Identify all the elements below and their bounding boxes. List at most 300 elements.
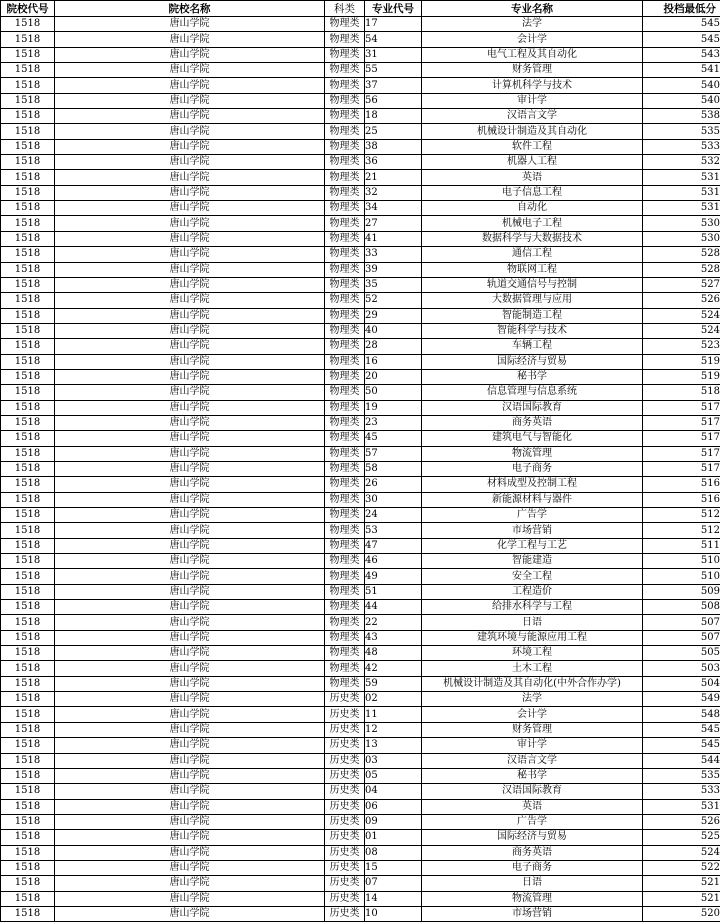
category-cell: 物理类 xyxy=(325,446,365,461)
major-name-cell: 秘书学 xyxy=(422,768,643,783)
category-cell: 物理类 xyxy=(325,523,365,538)
min-score-cell: 503 xyxy=(643,661,720,676)
school-code-cell: 1518 xyxy=(1,17,55,32)
category-cell: 物理类 xyxy=(325,630,365,645)
table-row xyxy=(1,753,720,768)
major-code-cell: 21 xyxy=(365,170,422,185)
major-name-cell: 电气工程及其自动化 xyxy=(422,47,643,62)
major-code-cell: 45 xyxy=(365,431,422,446)
major-code-cell: 49 xyxy=(365,569,422,584)
min-score-cell: 535 xyxy=(643,768,720,783)
school-code-cell: 1518 xyxy=(1,354,55,369)
table-row xyxy=(1,569,720,584)
major-code-cell: 18 xyxy=(365,109,422,124)
major-name-cell: 通信工程 xyxy=(422,247,643,262)
min-score-cell: 517 xyxy=(643,446,720,461)
table-row xyxy=(1,293,720,308)
min-score-cell: 517 xyxy=(643,461,720,476)
school-name-cell: 唐山学院 xyxy=(55,308,325,323)
major-name-cell: 安全工程 xyxy=(422,569,643,584)
major-code-cell: 51 xyxy=(365,584,422,599)
table-row xyxy=(1,830,720,845)
min-score-cell: 517 xyxy=(643,415,720,430)
min-score-cell: 531 xyxy=(643,799,720,814)
school-code-cell: 1518 xyxy=(1,799,55,814)
min-score-cell: 530 xyxy=(643,231,720,246)
table-row xyxy=(1,508,720,523)
school-name-cell: 唐山学院 xyxy=(55,768,325,783)
major-code-cell: 57 xyxy=(365,446,422,461)
school-name-cell: 唐山学院 xyxy=(55,17,325,32)
min-score-cell: 544 xyxy=(643,753,720,768)
major-name-cell: 电子商务 xyxy=(422,860,643,875)
school-code-cell: 1518 xyxy=(1,615,55,630)
major-name-cell: 材料成型及控制工程 xyxy=(422,477,643,492)
table-row xyxy=(1,323,720,338)
school-name-cell: 唐山学院 xyxy=(55,707,325,722)
min-score-cell: 517 xyxy=(643,400,720,415)
table-row xyxy=(1,17,720,32)
category-cell: 物理类 xyxy=(325,93,365,108)
major-name-cell: 化学工程与工艺 xyxy=(422,538,643,553)
school-code-cell: 1518 xyxy=(1,385,55,400)
category-cell: 物理类 xyxy=(325,17,365,32)
major-code-cell: 19 xyxy=(365,400,422,415)
table-row xyxy=(1,676,720,691)
school-name-cell: 唐山学院 xyxy=(55,600,325,615)
school-code-cell: 1518 xyxy=(1,738,55,753)
school-name-cell: 唐山学院 xyxy=(55,477,325,492)
school-code-cell: 1518 xyxy=(1,431,55,446)
school-code-cell: 1518 xyxy=(1,93,55,108)
school-name-cell: 唐山学院 xyxy=(55,814,325,829)
table-row xyxy=(1,768,720,783)
major-code-cell: 50 xyxy=(365,385,422,400)
school-code-cell: 1518 xyxy=(1,646,55,661)
school-code-cell: 1518 xyxy=(1,876,55,891)
category-cell: 物理类 xyxy=(325,47,365,62)
major-code-cell: 36 xyxy=(365,155,422,170)
min-score-cell: 521 xyxy=(643,876,720,891)
major-name-cell: 法学 xyxy=(422,692,643,707)
table-row xyxy=(1,262,720,277)
category-cell: 历史类 xyxy=(325,692,365,707)
major-name-cell: 物流管理 xyxy=(422,446,643,461)
min-score-cell: 510 xyxy=(643,569,720,584)
major-name-cell: 财务管理 xyxy=(422,722,643,737)
category-cell: 物理类 xyxy=(325,676,365,691)
school-code-cell: 1518 xyxy=(1,891,55,906)
major-code-cell: 35 xyxy=(365,277,422,292)
category-cell: 历史类 xyxy=(325,753,365,768)
school-name-cell: 唐山学院 xyxy=(55,860,325,875)
category-cell: 物理类 xyxy=(325,262,365,277)
school-name-cell: 唐山学院 xyxy=(55,78,325,93)
school-code-cell: 1518 xyxy=(1,32,55,47)
major-code-cell: 04 xyxy=(365,784,422,799)
school-code-cell: 1518 xyxy=(1,415,55,430)
min-score-cell: 508 xyxy=(643,600,720,615)
school-name-cell: 唐山学院 xyxy=(55,369,325,384)
min-score-cell: 528 xyxy=(643,262,720,277)
major-code-cell: 12 xyxy=(365,722,422,737)
category-cell: 物理类 xyxy=(325,78,365,93)
school-code-cell: 1518 xyxy=(1,185,55,200)
major-code-cell: 58 xyxy=(365,461,422,476)
header-min-score: 投档最低分 xyxy=(643,1,720,17)
min-score-cell: 526 xyxy=(643,814,720,829)
table-row xyxy=(1,339,720,354)
table-row xyxy=(1,431,720,446)
min-score-cell: 518 xyxy=(643,385,720,400)
school-name-cell: 唐山学院 xyxy=(55,569,325,584)
category-cell: 历史类 xyxy=(325,906,365,921)
school-name-cell: 唐山学院 xyxy=(55,508,325,523)
table-row xyxy=(1,630,720,645)
major-name-cell: 审计学 xyxy=(422,738,643,753)
major-name-cell: 商务英语 xyxy=(422,845,643,860)
min-score-cell: 517 xyxy=(643,431,720,446)
school-name-cell: 唐山学院 xyxy=(55,139,325,154)
major-code-cell: 48 xyxy=(365,646,422,661)
category-cell: 物理类 xyxy=(325,508,365,523)
table-row xyxy=(1,185,720,200)
major-code-cell: 29 xyxy=(365,308,422,323)
school-code-cell: 1518 xyxy=(1,784,55,799)
min-score-cell: 533 xyxy=(643,139,720,154)
major-code-cell: 15 xyxy=(365,860,422,875)
table-row xyxy=(1,738,720,753)
school-name-cell: 唐山学院 xyxy=(55,431,325,446)
category-cell: 物理类 xyxy=(325,277,365,292)
category-cell: 历史类 xyxy=(325,830,365,845)
min-score-cell: 523 xyxy=(643,339,720,354)
school-code-cell: 1518 xyxy=(1,139,55,154)
school-code-cell: 1518 xyxy=(1,600,55,615)
school-code-cell: 1518 xyxy=(1,477,55,492)
major-code-cell: 05 xyxy=(365,768,422,783)
min-score-cell: 545 xyxy=(643,32,720,47)
major-name-cell: 汉语言文学 xyxy=(422,109,643,124)
major-code-cell: 20 xyxy=(365,369,422,384)
min-score-cell: 531 xyxy=(643,170,720,185)
category-cell: 历史类 xyxy=(325,876,365,891)
min-score-cell: 528 xyxy=(643,247,720,262)
min-score-cell: 504 xyxy=(643,676,720,691)
min-score-cell: 505 xyxy=(643,646,720,661)
major-name-cell: 信息管理与信息系统 xyxy=(422,385,643,400)
major-name-cell: 广告学 xyxy=(422,814,643,829)
category-cell: 物理类 xyxy=(325,323,365,338)
school-code-cell: 1518 xyxy=(1,293,55,308)
major-name-cell: 机械电子工程 xyxy=(422,216,643,231)
table-row xyxy=(1,600,720,615)
school-code-cell: 1518 xyxy=(1,845,55,860)
major-code-cell: 01 xyxy=(365,830,422,845)
table-row xyxy=(1,845,720,860)
min-score-cell: 538 xyxy=(643,109,720,124)
table-row xyxy=(1,722,720,737)
major-code-cell: 22 xyxy=(365,615,422,630)
table-row xyxy=(1,692,720,707)
category-cell: 物理类 xyxy=(325,615,365,630)
school-name-cell: 唐山学院 xyxy=(55,339,325,354)
school-name-cell: 唐山学院 xyxy=(55,293,325,308)
school-name-cell: 唐山学院 xyxy=(55,231,325,246)
school-code-cell: 1518 xyxy=(1,906,55,921)
school-name-cell: 唐山学院 xyxy=(55,323,325,338)
major-code-cell: 38 xyxy=(365,139,422,154)
major-name-cell: 环境工程 xyxy=(422,646,643,661)
min-score-cell: 524 xyxy=(643,323,720,338)
category-cell: 物理类 xyxy=(325,32,365,47)
school-code-cell: 1518 xyxy=(1,768,55,783)
major-code-cell: 03 xyxy=(365,753,422,768)
table-row xyxy=(1,216,720,231)
school-code-cell: 1518 xyxy=(1,707,55,722)
major-code-cell: 56 xyxy=(365,93,422,108)
school-code-cell: 1518 xyxy=(1,308,55,323)
major-name-cell: 轨道交通信号与控制 xyxy=(422,277,643,292)
major-code-cell: 24 xyxy=(365,508,422,523)
major-name-cell: 会计学 xyxy=(422,707,643,722)
table-row xyxy=(1,47,720,62)
table-row xyxy=(1,400,720,415)
table-row xyxy=(1,155,720,170)
category-cell: 物理类 xyxy=(325,293,365,308)
category-cell: 物理类 xyxy=(325,231,365,246)
major-code-cell: 55 xyxy=(365,63,422,78)
table-body xyxy=(1,17,720,922)
school-code-cell: 1518 xyxy=(1,369,55,384)
major-code-cell: 52 xyxy=(365,293,422,308)
min-score-cell: 540 xyxy=(643,93,720,108)
major-name-cell: 汉语言文学 xyxy=(422,753,643,768)
category-cell: 物理类 xyxy=(325,584,365,599)
min-score-cell: 524 xyxy=(643,845,720,860)
school-name-cell: 唐山学院 xyxy=(55,523,325,538)
header-category: 科类 xyxy=(325,1,365,17)
school-code-cell: 1518 xyxy=(1,461,55,476)
min-score-cell: 519 xyxy=(643,354,720,369)
min-score-cell: 509 xyxy=(643,584,720,599)
table-row xyxy=(1,799,720,814)
table-row xyxy=(1,385,720,400)
major-code-cell: 16 xyxy=(365,354,422,369)
table-row xyxy=(1,661,720,676)
category-cell: 物理类 xyxy=(325,492,365,507)
min-score-cell: 549 xyxy=(643,692,720,707)
major-code-cell: 37 xyxy=(365,78,422,93)
major-code-cell: 14 xyxy=(365,891,422,906)
school-code-cell: 1518 xyxy=(1,109,55,124)
major-code-cell: 08 xyxy=(365,845,422,860)
min-score-cell: 507 xyxy=(643,630,720,645)
school-name-cell: 唐山学院 xyxy=(55,262,325,277)
school-name-cell: 唐山学院 xyxy=(55,170,325,185)
major-code-cell: 42 xyxy=(365,661,422,676)
major-name-cell: 土木工程 xyxy=(422,661,643,676)
school-code-cell: 1518 xyxy=(1,63,55,78)
table-row xyxy=(1,646,720,661)
major-code-cell: 07 xyxy=(365,876,422,891)
major-name-cell: 自动化 xyxy=(422,201,643,216)
category-cell: 历史类 xyxy=(325,891,365,906)
table-row xyxy=(1,415,720,430)
major-code-cell: 34 xyxy=(365,201,422,216)
school-name-cell: 唐山学院 xyxy=(55,722,325,737)
school-name-cell: 唐山学院 xyxy=(55,753,325,768)
major-name-cell: 商务英语 xyxy=(422,415,643,430)
school-name-cell: 唐山学院 xyxy=(55,354,325,369)
min-score-cell: 548 xyxy=(643,707,720,722)
school-code-cell: 1518 xyxy=(1,523,55,538)
school-code-cell: 1518 xyxy=(1,692,55,707)
category-cell: 历史类 xyxy=(325,845,365,860)
category-cell: 历史类 xyxy=(325,707,365,722)
min-score-cell: 507 xyxy=(643,615,720,630)
major-code-cell: 23 xyxy=(365,415,422,430)
school-code-cell: 1518 xyxy=(1,753,55,768)
major-name-cell: 数据科学与大数据技术 xyxy=(422,231,643,246)
school-code-cell: 1518 xyxy=(1,400,55,415)
school-name-cell: 唐山学院 xyxy=(55,615,325,630)
min-score-cell: 512 xyxy=(643,508,720,523)
major-code-cell: 31 xyxy=(365,47,422,62)
table-row xyxy=(1,369,720,384)
school-code-cell: 1518 xyxy=(1,630,55,645)
min-score-cell: 522 xyxy=(643,860,720,875)
major-code-cell: 27 xyxy=(365,216,422,231)
major-code-cell: 11 xyxy=(365,707,422,722)
category-cell: 物理类 xyxy=(325,201,365,216)
min-score-cell: 526 xyxy=(643,293,720,308)
table-row xyxy=(1,308,720,323)
table-row xyxy=(1,461,720,476)
school-name-cell: 唐山学院 xyxy=(55,93,325,108)
min-score-cell: 516 xyxy=(643,492,720,507)
major-name-cell: 智能科学与技术 xyxy=(422,323,643,338)
major-code-cell: 06 xyxy=(365,799,422,814)
category-cell: 历史类 xyxy=(325,768,365,783)
table-row xyxy=(1,124,720,139)
min-score-cell: 545 xyxy=(643,738,720,753)
school-name-cell: 唐山学院 xyxy=(55,155,325,170)
school-name-cell: 唐山学院 xyxy=(55,891,325,906)
major-name-cell: 建筑环境与能源应用工程 xyxy=(422,630,643,645)
min-score-cell: 540 xyxy=(643,78,720,93)
header-major-code: 专业代号 xyxy=(365,1,422,17)
category-cell: 物理类 xyxy=(325,109,365,124)
school-name-cell: 唐山学院 xyxy=(55,461,325,476)
major-name-cell: 智能制造工程 xyxy=(422,308,643,323)
min-score-cell: 525 xyxy=(643,830,720,845)
category-cell: 物理类 xyxy=(325,431,365,446)
category-cell: 物理类 xyxy=(325,155,365,170)
school-name-cell: 唐山学院 xyxy=(55,738,325,753)
school-code-cell: 1518 xyxy=(1,538,55,553)
school-name-cell: 唐山学院 xyxy=(55,676,325,691)
major-name-cell: 汉语国际教育 xyxy=(422,400,643,415)
major-code-cell: 44 xyxy=(365,600,422,615)
major-code-cell: 46 xyxy=(365,554,422,569)
school-code-cell: 1518 xyxy=(1,323,55,338)
category-cell: 物理类 xyxy=(325,646,365,661)
header-row xyxy=(1,1,720,17)
school-name-cell: 唐山学院 xyxy=(55,876,325,891)
table-row xyxy=(1,446,720,461)
major-name-cell: 机械设计制造及其自动化 xyxy=(422,124,643,139)
school-name-cell: 唐山学院 xyxy=(55,799,325,814)
major-code-cell: 41 xyxy=(365,231,422,246)
table-row xyxy=(1,139,720,154)
school-name-cell: 唐山学院 xyxy=(55,216,325,231)
major-code-cell: 54 xyxy=(365,32,422,47)
min-score-cell: 535 xyxy=(643,124,720,139)
school-code-cell: 1518 xyxy=(1,262,55,277)
table-row xyxy=(1,707,720,722)
school-name-cell: 唐山学院 xyxy=(55,661,325,676)
school-code-cell: 1518 xyxy=(1,216,55,231)
min-score-cell: 545 xyxy=(643,722,720,737)
school-code-cell: 1518 xyxy=(1,247,55,262)
table-row xyxy=(1,32,720,47)
school-name-cell: 唐山学院 xyxy=(55,845,325,860)
school-name-cell: 唐山学院 xyxy=(55,63,325,78)
category-cell: 物理类 xyxy=(325,600,365,615)
major-name-cell: 市场营销 xyxy=(422,523,643,538)
major-code-cell: 02 xyxy=(365,692,422,707)
major-code-cell: 10 xyxy=(365,906,422,921)
category-cell: 物理类 xyxy=(325,170,365,185)
school-code-cell: 1518 xyxy=(1,661,55,676)
header-school-code: 院校代号 xyxy=(1,1,55,17)
school-name-cell: 唐山学院 xyxy=(55,247,325,262)
category-cell: 历史类 xyxy=(325,814,365,829)
min-score-cell: 524 xyxy=(643,308,720,323)
major-code-cell: 53 xyxy=(365,523,422,538)
table-row xyxy=(1,170,720,185)
major-name-cell: 市场营销 xyxy=(422,906,643,921)
major-name-cell: 汉语国际教育 xyxy=(422,784,643,799)
school-code-cell: 1518 xyxy=(1,860,55,875)
major-name-cell: 计算机科学与技术 xyxy=(422,78,643,93)
table-row xyxy=(1,554,720,569)
major-code-cell: 43 xyxy=(365,630,422,645)
school-name-cell: 唐山学院 xyxy=(55,554,325,569)
min-score-cell: 516 xyxy=(643,477,720,492)
major-name-cell: 日语 xyxy=(422,615,643,630)
major-code-cell: 47 xyxy=(365,538,422,553)
category-cell: 历史类 xyxy=(325,799,365,814)
category-cell: 物理类 xyxy=(325,461,365,476)
school-code-cell: 1518 xyxy=(1,814,55,829)
school-name-cell: 唐山学院 xyxy=(55,584,325,599)
major-name-cell: 日语 xyxy=(422,876,643,891)
major-name-cell: 机械设计制造及其自动化(中外合作办学) xyxy=(422,676,643,691)
min-score-cell: 533 xyxy=(643,784,720,799)
table-row xyxy=(1,814,720,829)
major-name-cell: 国际经济与贸易 xyxy=(422,354,643,369)
header-major-name: 专业名称 xyxy=(422,1,643,17)
school-name-cell: 唐山学院 xyxy=(55,277,325,292)
category-cell: 物理类 xyxy=(325,369,365,384)
table-row xyxy=(1,891,720,906)
school-name-cell: 唐山学院 xyxy=(55,109,325,124)
major-name-cell: 电子商务 xyxy=(422,461,643,476)
major-name-cell: 国际经济与贸易 xyxy=(422,830,643,845)
school-code-cell: 1518 xyxy=(1,231,55,246)
